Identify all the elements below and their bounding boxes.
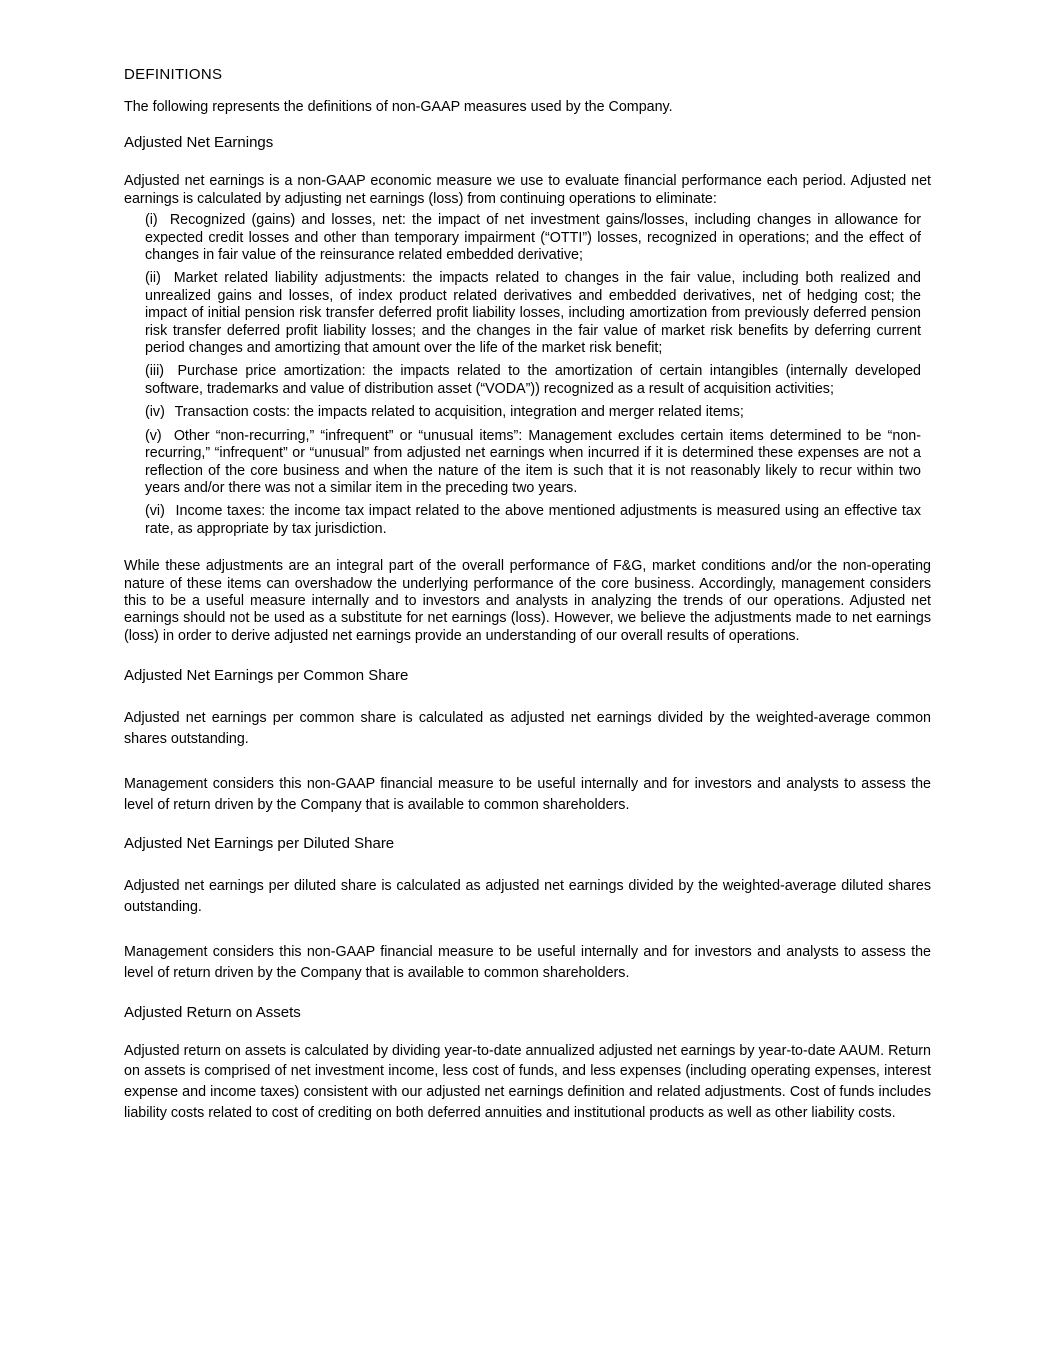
list-item [145, 503, 921, 538]
list-item-text: Transaction costs: the impacts related to acquisition, integration and merger related items; [174, 404, 744, 421]
list-item-number: (vi) [145, 503, 165, 520]
section-heading: Adjusted Net Earnings per Common Share [124, 667, 409, 685]
section-paragraph: Adjusted return on assets is calculated by dividing year-to-date annualized adjusted net earnings by year-to-date AAUM. Return on assets is comprised of net investment income, less cost of funds, and less expenses (including operating expenses, interest expense and income taxes) consistent with our adjusted net earnings definition and related adjustments. Cost of funds includes liability costs related to cost of crediting on both deferred annuities and institutional products as well as other liability costs. [124, 1042, 931, 1121]
adjustments-list [145, 212, 921, 538]
section-heading: Adjusted Return on Assets [124, 1003, 301, 1021]
closing-paragraph: While these adjustments are an integral part of the overall performance of F&G, market conditions and/or the non-operating nature of these items can overshadow the underlying performance of the core business. Accordingly, management considers this to be a useful measure internally and to investors and analysts in analyzing the trends of our operations. Adjusted net earnings should not be used as a substitute for net earnings (loss). However, we believe the adjustments made to net earnings (loss) in order to derive adjusted net earnings provide an understanding of our overall results of operations. [124, 558, 931, 644]
page-title: DEFINITIONS [124, 66, 223, 83]
document-page [124, 66, 931, 1124]
section-heading: Adjusted Net Earnings per Diluted Share [124, 835, 395, 853]
list-item-number: (i) [145, 212, 158, 229]
list-item [145, 270, 921, 357]
section-heading: Adjusted Net Earnings [124, 134, 274, 152]
list-item-number: (v) [145, 427, 162, 444]
list-item-text: Income taxes: the income tax impact related to the above mentioned adjustments is measured using an effective tax rate, as appropriate by tax jurisdiction. [145, 503, 921, 537]
list-item-text: Recognized (gains) and losses, net: the impact of net investment gains/losses, including changes in allowance for expected credit losses and other than temporary impairment (“OTTI”) losses, recognized in operations; and the effect of changes in fair value of the reinsurance related embedded derivative; [145, 212, 921, 264]
list-item-text: Purchase price amortization: the impacts related to the amortization of certain intangibles (internally developed software, trademarks and value of distribution asset (“VODA”)) recognized as a result of acquisition activities; [145, 363, 921, 397]
list-item-text: Other “non-recurring,” “infrequent” or “unusual items”: Management excludes certain items determined to be “non-recurring,” “infrequent” or “unusual” from adjusted net earnings when incurred if it is determined these expenses are not a reflection of the core business and when the nature of the item is such that it is not reasonably likely to recur within two years and/or there was not a similar item in the preceding two years. [145, 427, 921, 496]
list-item-text: Market related liability adjustments: the impacts related to changes in the fair value, including both realized and unrealized gains and losses, of index product related derivatives and embedded derivatives, net of hedging cost; the impact of initial pension risk transfer deferred profit liability losses, including amortization from previously deferred pension risk transfer deferred profit liability losses; and the changes in the fair value of market risk benefits by deferring current period changes and amortizing that amount over the life of the market risk benefit; [145, 270, 921, 357]
list-item-number: (ii) [145, 270, 161, 287]
list-item-number: (iv) [145, 404, 165, 421]
list-item [145, 212, 921, 264]
section-paragraph: Adjusted net earnings per diluted share is calculated as adjusted net earnings divided by the weighted-average diluted shares outstanding. [124, 878, 931, 916]
list-item [145, 428, 921, 498]
list-item-number: (iii) [145, 363, 165, 380]
section-paragraph: Management considers this non-GAAP financial measure to be useful internally and for investors and analysts to assess the level of return driven by the Company that is available to common shareholders. [124, 775, 931, 813]
section-paragraph: Management considers this non-GAAP financial measure to be useful internally and for investors and analysts to assess the level of return driven by the Company that is available to common shareholders. [124, 943, 931, 981]
list-item [145, 404, 921, 421]
intro-paragraph: The following represents the definitions of non-GAAP measures used by the Company. [124, 99, 673, 115]
section-paragraph: Adjusted net earnings per common share is calculated as adjusted net earnings divided by the weighted-average common shares outstanding. [124, 710, 931, 747]
section-paragraph: Adjusted net earnings is a non-GAAP economic measure we use to evaluate financial performance each period. Adjusted net earnings is calculated by adjusting net earnings (loss) from continuing operations to eliminate: [124, 173, 931, 207]
list-item [145, 363, 921, 398]
